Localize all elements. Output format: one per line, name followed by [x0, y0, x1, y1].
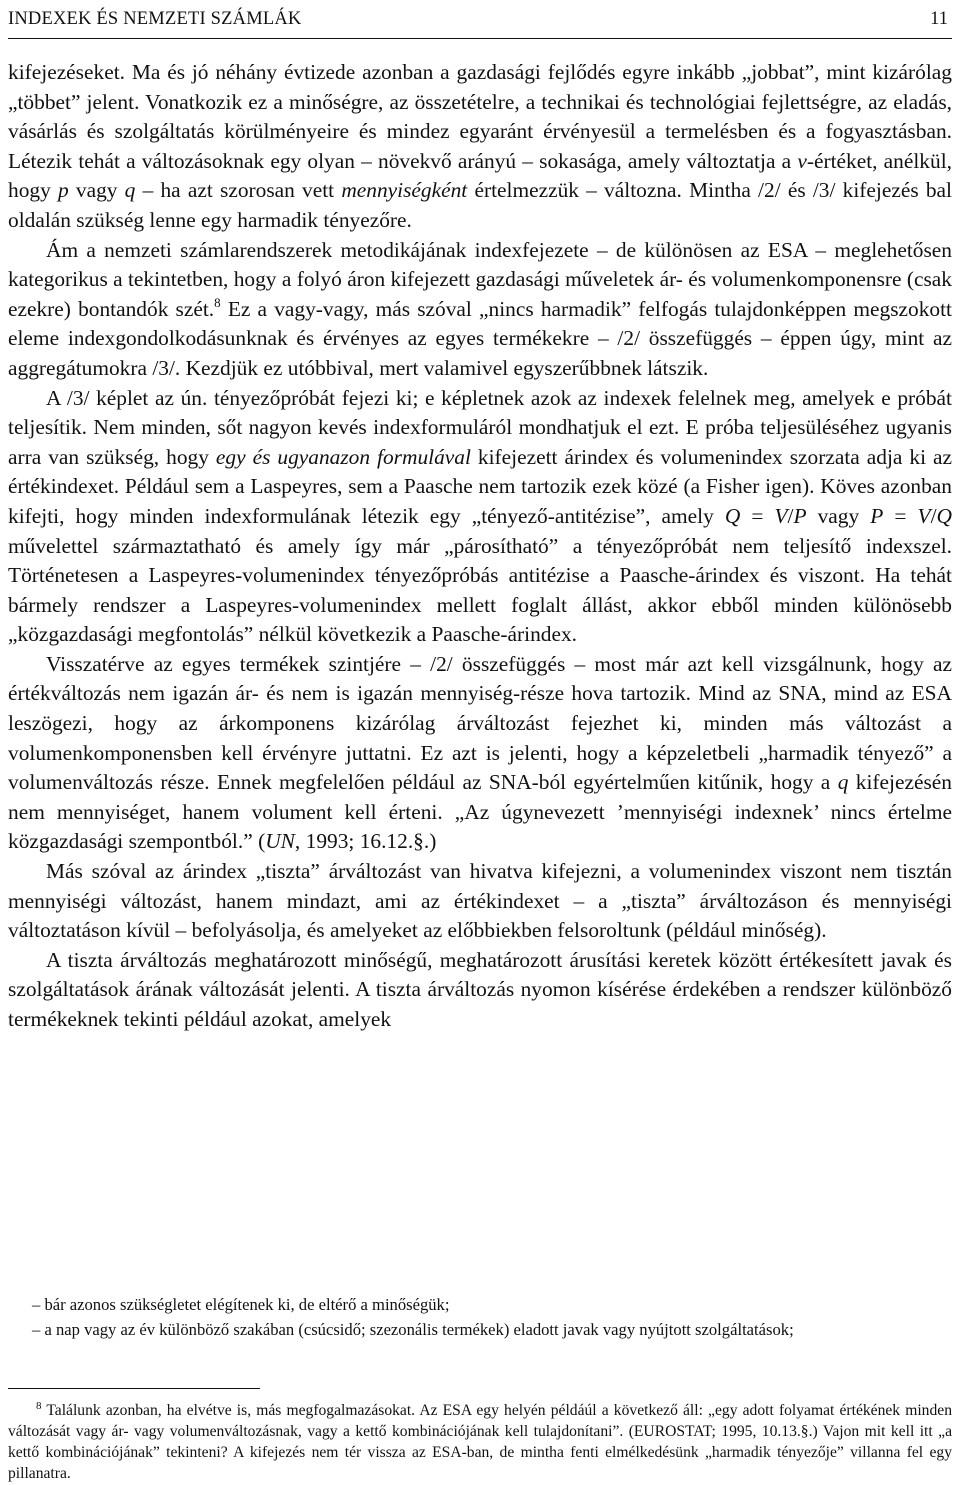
paragraph — [8, 58, 952, 236]
italic-text: UN — [265, 829, 295, 854]
text-run: vagy — [806, 503, 871, 528]
text-run: értelmezzük – változna. Mintha /2/ és /3/ kifejezés bal oldalán szükség lenne egy harmadik tényezőre. — [8, 178, 952, 232]
text-run: / — [930, 503, 937, 528]
text-run: művelettel származtatható és amely így már „párosítható” a tényezőpróbát nem teljesítő indexszel. Történetesen a Laspeyres-volumenindex tényezőpróbás antitézise a Paasche-árindex és viszont. Ha tehát bármely rendszer a Laspeyres-volumenindex mellett foglalt állást, akkor ebből minden különösebb „közgazdasági megfontolás” nélkül következik a Paasche-árindex. — [8, 533, 952, 647]
text-run: / — [787, 503, 794, 528]
list-item: – a nap vagy az év különböző szakában (csúcsidő; szezonális termékek) eladott javak vagy nyújtott szolgáltatások; — [32, 1320, 794, 1339]
header-title: INDEXEK ÉS NEMZETI SZÁMLÁK — [8, 9, 302, 29]
footnote — [8, 1400, 952, 1484]
italic-text: Q — [724, 503, 741, 528]
text-run: vagy — [68, 178, 125, 203]
italic-text: q — [837, 770, 849, 795]
footnote-marker: 8 — [36, 1400, 42, 1412]
running-header — [8, 4, 952, 39]
text-run: Ám a nemzeti számlarendszerek metodikájának indexfejezete – de különösen az ESA – meglehetősen kategorikus a tekintetben, hogy a folyó áron kifejezett gazdasági műveletek ár- és volumenkomponensre (csak ezekre) bontandók szét. — [8, 237, 952, 321]
text-run: Ez a vagy-vagy, más szóval „nincs harmadik” felfogás tulajdonképpen megszokott eleme indexgondolkodásunknak és érvényes az egyes termékekre – /2/ összefüggés – éppen úgy, mint az aggregátumokra /3/. Kezdjük ez utóbbival, mert valamivel egyszerűbbnek látszik. — [8, 296, 952, 380]
paragraph — [8, 857, 952, 946]
italic-text: V — [917, 503, 931, 528]
text-run: Más szóval az árindex „tiszta” árváltozást van hivatva kifejezni, a volumenindex viszont nem tisztán mennyiségi változást, hanem mindazt, ami az értékindexet – a „tiszta” árváltozáson és mennyiségi változtatáson kívül – befolyásolja, és amelyeket az előbbiekben felsoroltunk (például minőség). — [8, 859, 952, 943]
footnote-reference: 8 — [214, 294, 221, 310]
text-run: Visszatérve az egyes termékek szintjére – /2/ összefüggés – most már azt kell vizsgálnunk, hogy az értékváltozás nem igazán ár- és nem is igazán mennyiség-része hova tartozik. Mind az SNA, mind az ESA leszögezi, hogy az árkomponens kizárólag árváltozást fejezhet ki, minden más változást a volumenkomponensben kell érvényre juttatni. Ez azt is jelenti, hogy a képzeletbeli „harmadik tényező” a volumenváltozás része. Ennek megfelelően például az SNA-ból egyértelműen kitűnik, hogy a — [8, 651, 952, 795]
body-text — [8, 58, 952, 1035]
page-number: 11 — [930, 9, 948, 29]
footnote-paragraph — [8, 1400, 952, 1484]
italic-text: egy és ugyanazon formulával — [215, 444, 471, 469]
text-run: = — [883, 503, 918, 528]
paragraph — [8, 946, 952, 1035]
italic-text: p — [57, 178, 69, 203]
text-run: A tiszta árváltozás meghatározott minőségű, meghatározott árusítási keretek között értékesített javak és szolgáltatások árának változását jelenti. A tiszta árváltozás nyomon kísérése érdekében a rendszer különböző termékeknek tekinti például azokat, amelyek — [8, 947, 952, 1031]
italic-text: P — [793, 503, 807, 528]
text-run: – ha azt szorosan vett — [135, 178, 342, 203]
text-run: , 1993; 16.12.§.) — [294, 829, 437, 854]
italic-text: q — [124, 178, 136, 203]
text-run: kifejezett árindex és volumenindex szorzata adja ki az értékindexet. Például sem a Laspeyres, sem a Paasche nem tartozik ezek közé (a Fisher igen). Köves azonban kifejti, hogy minden indexformulának létezik egy „tényező-antitézise”, amely — [8, 444, 952, 528]
italic-text: mennyiségként — [341, 178, 468, 203]
italic-text: V — [774, 503, 788, 528]
paragraph — [8, 236, 952, 384]
text-run: -értéket, anélkül, hogy — [8, 148, 952, 203]
italic-text: P — [870, 503, 884, 528]
paragraph — [8, 384, 952, 650]
italic-text: v — [797, 148, 807, 173]
text-run: = — [740, 503, 775, 528]
text-run: kifejezésén nem mennyiséget, hanem volument kell érteni. „Az úgynevezett ’mennyiségi indexnek’ nincs értelme közgazdasági szempontból.” ( — [8, 770, 952, 854]
footnote-divider — [8, 1388, 260, 1389]
bullet-list — [8, 1292, 952, 1342]
paragraph — [8, 650, 952, 857]
footnote-text: Találunk azonban, ha elvétve is, más megfogalmazásokat. Az ESA egy helyén példáúl a következő áll: „egy adott folyamat értékének minden változását vagy ár- vagy volumenváltozásnak, vagy a kettő kombinációjának kell tulajdonítani”. (EUROSTAT; 1995, 10.13.§.) Vajon mit kell itt „a kettő kombinációjának” tekinteni? A kifejezés nem tér vissza az ESA-ban, de mintha fenti elmélkedésünk „harmadik tényezője” villanna fel egy pillanatra. — [8, 1402, 952, 1482]
text-run: A /3/ képlet az ún. tényezőpróbát fejezi ki; e képletnek azok az indexek felelnek meg, amelyek e próbát teljesítik. Nem minden, sőt nagyon kevés indexformuláról mondhatjuk el ezt. E próba teljesüléséhez ugyanis arra van szükség, hogy — [8, 385, 952, 469]
text-run: kifejezéseket. Ma és jó néhány évtizede azonban a gazdasági fejlődés egyre inkább „jobbat”, mint kizárólag „többet” jelent. Vonatkozik ez a minőségre, az összetételre, a technikai és technológiai fejlettségre, az eladás, vásárlás és szolgáltatás körülményeire és mindez egyaránt érvényesül a termelésben és a fogyasztásban. Létezik tehát a változásoknak egy olyan – növekvő arányú – sokasága, amely változtatja a — [8, 60, 952, 173]
list-item: – bár azonos szükségletet elégítenek ki, de eltérő a minőségük; — [32, 1295, 450, 1314]
italic-text: Q — [936, 503, 952, 528]
